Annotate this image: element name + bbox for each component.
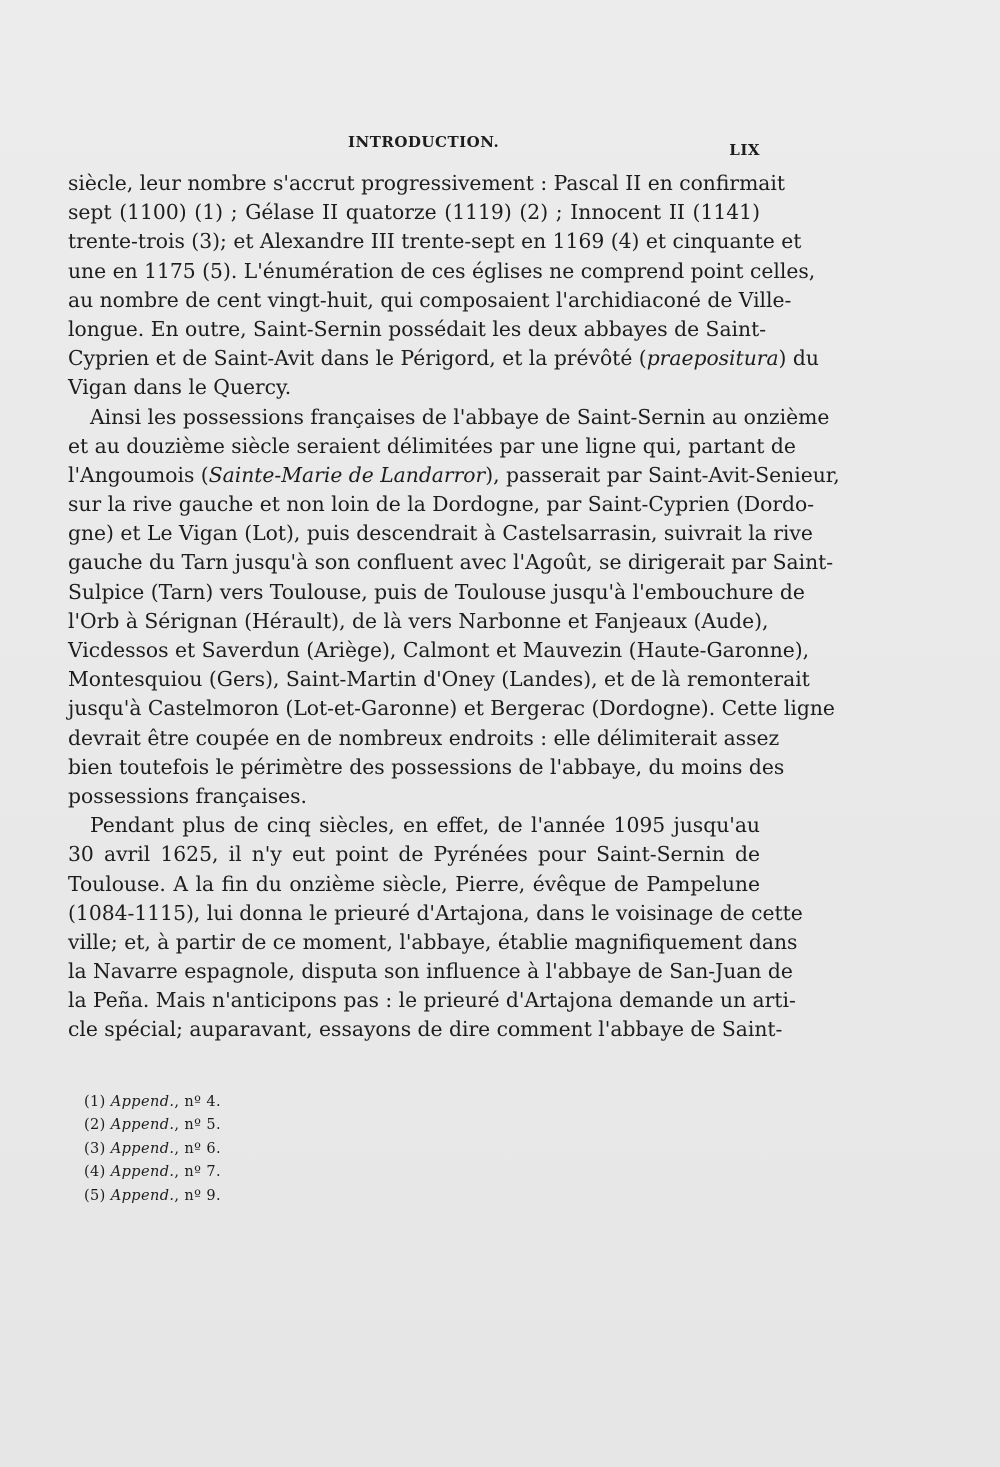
text-line: possessions françaises. [68,783,307,808]
text-line: devrait être coupée en de nombreux endroits : elle délimiterait assez [68,725,780,750]
running-title: INTRODUCTION. [348,133,500,151]
italic-text: Append. [110,1164,175,1181]
italic-text: Append. [110,1117,175,1134]
text-line: gauche du Tarn jusqu'à son confluent avec l'Agoût, se dirigerait par Saint- [68,550,834,575]
text-line: Montesquiou (Gers), Saint-Martin d'Oney (Landes), et de là remonterait [68,667,810,692]
footnote: (3) Append., nº 6. [84,1140,222,1157]
text-line: siècle, leur nombre s'accrut progressivement : Pascal II en confirmait [68,171,786,195]
text-line: une en 1175 (5). L'énumération de ces églises ne comprend point celles, [68,258,816,283]
footnote: (4) Append., nº 7. [84,1164,222,1181]
text-line: (1084-1115), lui donna le prieuré d'Artajona, dans le voisinage de cette [68,900,803,925]
italic-text: Append. [110,1094,175,1110]
italic-text: Append. [110,1187,175,1204]
text-line: et au douzième siècle seraient délimitées par une ligne qui, partant de [68,433,796,458]
text-line: la Navarre espagnole, disputa son influence à l'abbaye de San-Juan de [68,959,793,984]
body-text [68,169,840,1045]
text-line: Vigan dans le Quercy. [68,375,292,400]
text-line: trente-trois (3); et Alexandre III trente-sept en 1169 (4) et cinquante et [68,229,802,254]
text-line: Sulpice (Tarn) vers Toulouse, puis de Toulouse jusqu'à l'embouchure de [68,579,805,604]
text-line: la Peña. Mais n'anticipons pas : le prieuré d'Artajona demande un arti- [68,988,796,1013]
footnotes [84,1091,221,1208]
text-line: Cyprien et de Saint-Avit dans le Périgord, et la prévôté (praepositura) du [68,346,819,371]
text-line: jusqu'à Castelmoron (Lot-et-Garonne) et Bergerac (Dordogne). Cette ligne [68,696,835,721]
text-line: cle spécial; auparavant, essayons de dire comment l'abbaye de Saint- [68,1017,783,1042]
footnote: (2) Append., nº 5. [84,1117,222,1134]
text-line: Toulouse. A la fin du onzième siècle, Pierre, évêque de Pampelune [68,871,760,896]
text-line: longue. En outre, Saint-Sernin possédait les deux abbayes de Saint- [68,316,767,341]
text-line: 30 avril 1625, il n'y eut point de Pyrénées pour Saint-Sernin de [68,842,760,867]
text-line: Ainsi les possessions françaises de l'abbaye de Saint-Sernin au onzième [90,404,830,429]
text-line: l'Orb à Sérignan (Hérault), de là vers Narbonne et Fanjeaux (Aude), [68,608,769,633]
footnote: (5) Append., nº 9. [84,1187,222,1204]
page-number: LIX [729,141,760,159]
footnote: (1) Append., nº 4. [84,1094,222,1110]
text-line: l'Angoumois (Sainte-Marie de Landarror), passerait par Saint-Avit-Senieur, [68,462,840,487]
italic-text: Sainte-Marie de Landarror [208,462,486,487]
text-line: au nombre de cent vingt-huit, qui composaient l'archidiaconé de Ville- [68,287,792,312]
text-line: sur la rive gauche et non loin de la Dordogne, par Saint-Cyprien (Dordo- [68,492,815,517]
text-line: Pendant plus de cinq siècles, en effet, de l'année 1095 jusqu'au [90,813,760,838]
italic-text: praepositura [646,346,779,371]
text-line: sept (1100) (1) ; Gélase II quatorze (1119) (2) ; Innocent II (1141) [68,200,760,225]
italic-text: Append. [110,1140,175,1157]
text-line: bien toutefois le périmètre des possessions de l'abbaye, du moins des [68,754,785,779]
text-line: gne) et Le Vigan (Lot), puis descendrait à Castelsarrasin, suivrait la rive [68,521,813,546]
text-line: Vicdessos et Saverdun (Ariège), Calmont et Mauvezin (Haute-Garonne), [68,638,810,662]
running-head [66,133,760,163]
text-line: ville; et, à partir de ce moment, l'abbaye, établie magnifiquement dans [68,929,798,954]
